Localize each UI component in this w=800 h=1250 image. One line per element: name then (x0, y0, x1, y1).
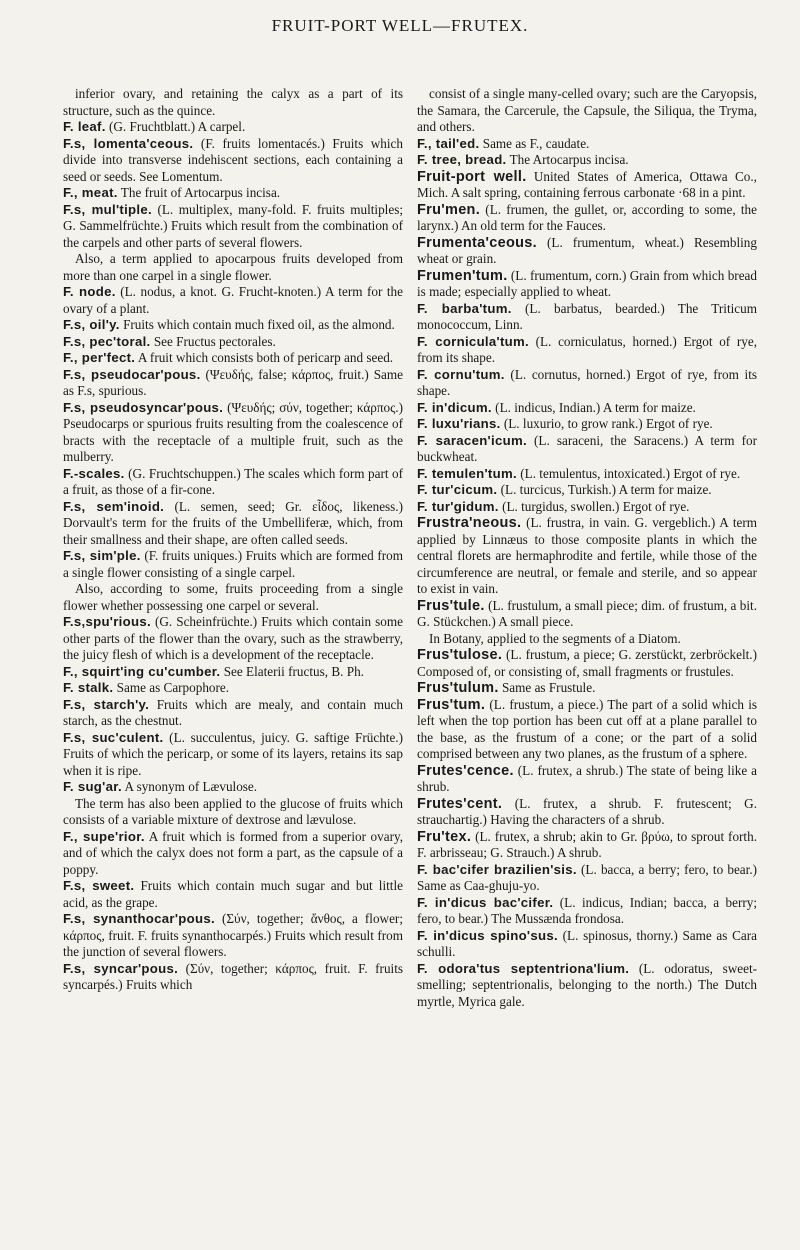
entry-definition: Fruits which are mealy, and contain much starch, as the chestnut. (63, 696, 403, 728)
entry-definition: (L. turgidus, swollen.) Ergot of rye. (498, 498, 690, 514)
dictionary-entry (63, 284, 403, 317)
dictionary-entry (63, 185, 403, 202)
dictionary-entry (417, 202, 757, 235)
dictionary-entry (417, 499, 757, 516)
continuation-paragraph: inferior ovary, and retaining the calyx as a part of its structure, such as the quince. (63, 86, 403, 118)
entry-definition: (L. frustum, a piece; G. zerstückt, zerbröckelt.) Composed of, or consisting of, small fragments or frustules. (417, 647, 757, 679)
entry-headword: F., meat. (63, 185, 118, 200)
dictionary-entry (63, 680, 403, 697)
entry-definition: (L. saraceni, the Saracens.) A term for buckwheat. (417, 432, 757, 464)
dictionary-entry (417, 515, 757, 598)
entry-definition: Same as Frustule. (498, 680, 596, 695)
entry-definition: (L. spinosus, thorny.) Same as Cara schulli. (417, 927, 757, 959)
dictionary-entry (417, 928, 757, 961)
dictionary-entry (63, 730, 403, 780)
entry-headword: F.s, starch'y. (63, 696, 150, 712)
entry-headword: Fruit-port well. (417, 168, 527, 185)
dictionary-entry (417, 152, 757, 169)
entry-definition: Same as Carpophore. (113, 680, 230, 695)
dictionary-entry (63, 119, 403, 136)
dictionary-entry (63, 911, 403, 961)
dictionary-entry (417, 416, 757, 433)
entry-headword: Frutes'cence. (417, 762, 514, 779)
entry-definition: (L. indicus, Indian.) A term for maize. (491, 399, 696, 415)
dictionary-entry (63, 317, 403, 334)
dictionary-entry (63, 466, 403, 499)
dictionary-entry (417, 895, 757, 928)
entry-headword: F.-scales. (63, 465, 125, 481)
entry-headword: F. odora'tus septentriona'lium. (417, 960, 630, 976)
entry-headword: F.s, pec'toral. (63, 333, 151, 349)
entry-headword: F.s, sim'ple. (63, 548, 141, 563)
dictionary-entry (417, 235, 757, 268)
dictionary-entry (63, 697, 403, 730)
entry-headword: Frutes'cent. (417, 795, 503, 812)
entry-definition: (L. frumentum, wheat.) Resembling wheat or grain. (417, 234, 757, 266)
entry-headword: Frustra'neous. (417, 515, 522, 531)
dictionary-entry (63, 878, 403, 911)
entry-headword: F.s, pseudosyncar'pous. (63, 399, 224, 415)
entry-headword: F.s, pseudocar'pous. (63, 366, 201, 382)
entry-definition: (Ψευδής; σύν, together; κάρπος.) Pseudocarps or spurious fruits resulting from the coalescence of bracts with the receptacle of a multiple fruit, such as the mulberry. (63, 399, 403, 464)
dictionary-entry (63, 400, 403, 466)
entry-headword: Frus'tum. (417, 696, 486, 713)
entry-headword: F.s, synanthocar'pous. (63, 911, 215, 926)
entry-definition: Fruits which contain much fixed oil, as the almond. (119, 317, 395, 332)
entry-headword: F. barba'tum. (417, 300, 512, 316)
entry-definition: (L. succulentus, juicy. G. saftige Früchte.) Fruits of which the pericarp, or some of its layers, retains its sap when it is ripe. (63, 729, 403, 778)
entry-headword: F.s, suc'culent. (63, 729, 164, 745)
entry-headword: F. cornicula'tum. (417, 333, 529, 349)
entry-definition: A fruit which consists both of pericarp and seed. (135, 350, 394, 365)
entry-definition: Fruits which contain much sugar and but little acid, as the grape. (63, 878, 403, 910)
entry-headword: F. tree, bread. (417, 152, 507, 167)
dictionary-entry (417, 829, 757, 862)
entry-definition: Same as F., caudate. (479, 135, 590, 151)
entry-definition: (L. bacca, a berry; fero, to bear.) Same as Caa-ghuju-yo. (417, 861, 758, 893)
dictionary-entry (63, 779, 403, 796)
entry-headword: F.s, sem'inoid. (63, 498, 165, 514)
dictionary-entry (417, 482, 757, 499)
page-header: FRUIT-PORT WELL—FRUTEX. (271, 16, 529, 35)
dictionary-entry (417, 680, 757, 697)
dictionary-entry (63, 202, 403, 252)
entry-definition: (Σύν, together; ἄνθος, a flower; κάρπος, fruit. F. fruits synanthocarpés.) Fruits which result from the junction of several flowers. (63, 911, 403, 959)
entry-headword: F. in'dicum. (417, 399, 492, 415)
entry-headword: Frus'tule. (417, 597, 485, 614)
entry-headword: Fru'men. (417, 201, 481, 218)
entry-headword: Frus'tulum. (417, 680, 499, 696)
entry-headword: F.s, syncar'pous. (63, 960, 179, 976)
dictionary-entry (63, 334, 403, 351)
dictionary-entry (63, 664, 403, 681)
entry-headword: F., per'fect. (63, 350, 136, 365)
continuation-paragraph: consist of a single many-celled ovary; such are the Caryopsis, the Samara, the Carcerule, the Capsule, the Siliqua, the Tryma, and others. (417, 86, 757, 134)
entry-headword: F. tur'cicum. (417, 482, 498, 497)
dictionary-entry (417, 136, 757, 153)
dictionary-entry (417, 763, 757, 796)
entry-definition: (F. fruits uniques.) Fruits which are formed from a single flower consisting of a single carpel. (63, 548, 403, 580)
entry-definition: (L. frumen, the gullet, or, according to some, the larynx.) An old term for the Fauces. (417, 201, 757, 233)
entry-definition: (L. turcicus, Turkish.) A term for maize. (497, 482, 712, 497)
entry-definition: (L. frustra, in vain. G. vergeblich.) A term applied by Linnæus to those composite plants in which the central florets are hermaphrodite and fertile, while those of the circumference are neutral, or female and sterile, and so appear to exist in vain. (417, 515, 757, 596)
dictionary-entry (63, 367, 403, 400)
entry-definition: (L. frutex, a shrub. F. frutescent; G. strauchartig.) Having the characters of a shrub. (417, 795, 757, 827)
entry-definition: The fruit of Artocarpus incisa. (117, 185, 281, 200)
dictionary-entry (63, 548, 403, 581)
dictionary-entry (63, 961, 403, 994)
dictionary-entry (63, 499, 403, 549)
entry-definition: (L. luxurio, to grow rank.) Ergot of rye. (500, 416, 713, 431)
entry-headword: F.s, sweet. (63, 878, 135, 893)
dictionary-entry (417, 796, 757, 829)
continuation-paragraph: Also, according to some, fruits proceeding from a single flower whether possessing one carpel or several. (63, 581, 403, 613)
entry-definition: (L. nodus, a knot. G. Frucht-knoten.) A term for the ovary of a plant. (63, 284, 403, 316)
entry-definition: (L. corniculatus, horned.) Ergot of rye, from its shape. (417, 333, 757, 365)
entry-headword: F. node. (63, 284, 116, 299)
entry-headword: F.s,spu'rious. (63, 614, 151, 629)
entry-definition: A synonym of Lævulose. (121, 779, 258, 794)
entry-headword: F.s, lomenta'ceous. (63, 135, 194, 151)
dictionary-entry (417, 334, 757, 367)
entry-definition: (L. barbatus, bearded.) The Triticum monococcum, Linn. (417, 300, 757, 332)
entry-definition: See Fructus pectorales. (150, 333, 276, 349)
entry-definition: (G. Fruchtschuppen.) The scales which form part of a fruit, as those of a fir-cone. (63, 465, 403, 497)
entry-definition: (L. multiplex, many-fold. F. fruits multiples; G. Sammelfrüchte.) Fruits which result from the combination of the carpels and other parts of several flowers. (63, 201, 403, 250)
entry-definition: (L. frutex, a shrub; akin to Gr. βρύω, to sprout forth. F. arbrisseau; G. Strauch.) A shrub. (417, 828, 757, 860)
entry-headword: F.s, oil'y. (63, 317, 120, 332)
entry-headword: F. cornu'tum. (417, 366, 505, 382)
entry-definition: (F. fruits lomentacés.) Fruits which divide into transverse indehiscent sections, each containing a seed or seeds. See Lomentum. (63, 135, 403, 184)
entry-definition: (L. cornutus, horned.) Ergot of rye, from its shape. (417, 366, 757, 398)
entry-headword: F., tail'ed. (417, 135, 480, 151)
entry-definition: (L. frustum, a piece.) The part of a solid which is left when the top portion has been cut off at a plane parallel to the base, as the frustum of a cone; or the part of a solid comprised between any two planes, as the frustum of a sphere. (417, 696, 757, 761)
entry-headword: F. luxu'rians. (417, 416, 501, 431)
entry-definition: See Elaterii fructus, B. Ph. (220, 663, 364, 679)
dictionary-entry (417, 961, 757, 1011)
dictionary-entry (417, 367, 757, 400)
right-column (417, 86, 757, 1010)
dictionary-entry (63, 614, 403, 664)
dictionary-entry (417, 268, 757, 301)
entry-definition: (L. frutex, a shrub.) The state of being like a shrub. (417, 762, 757, 794)
entry-headword: F. tur'gidum. (417, 498, 499, 514)
entry-definition: (Ψευδής, false; κάρπος, fruit.) Same as F.s, spurious. (63, 366, 404, 398)
entry-headword: F. temulen'tum. (417, 465, 517, 481)
dictionary-entry (417, 400, 757, 417)
entry-definition: (Σύν, together; κάρπος, fruit. F. fruits syncarpés.) Fruits which (63, 960, 404, 992)
entry-headword: F. stalk. (63, 680, 114, 695)
dictionary-entry (417, 466, 757, 483)
entry-headword: F., supe'rior. (63, 828, 145, 844)
dictionary-entry (63, 136, 403, 186)
entry-definition: (L. frustulum, a small piece; dim. of frustum, a bit. G. Stückchen.) A small piece. (417, 597, 757, 629)
dictionary-entry (417, 647, 757, 680)
dictionary-entry (417, 862, 757, 895)
dictionary-entry (417, 301, 757, 334)
continuation-paragraph: In Botany, applied to the segments of a Diatom. (429, 630, 681, 646)
entry-definition: (L. temulentus, intoxicated.) Ergot of rye. (516, 465, 741, 481)
entry-definition: (G. Scheinfrüchte.) Fruits which contain some other parts of the flower than the ovary, such as the strawberry, the juicy flesh of which is a development of the receptacle. (63, 614, 403, 662)
entry-definition: A fruit which is formed from a superior ovary, and of which the calyx does not form a part, as the capsule of a poppy. (63, 828, 403, 877)
left-column (63, 86, 403, 994)
entry-headword: F. in'dicus spino'sus. (417, 927, 558, 943)
dictionary-entry (417, 598, 757, 631)
entry-definition: (L. semen, seed; Gr. εἶδος, likeness.) Dorvault's term for the fruits of the Umbelliferæ, which, from their smallness and their shape, are often called seeds. (63, 498, 403, 547)
entry-definition: (G. Fruchtblatt.) A carpel. (105, 119, 246, 134)
entry-definition: (L. indicus, Indian; bacca, a berry; fero, to bear.) The Mussænda frondosa. (417, 894, 757, 926)
entry-headword: F. sug'ar. (63, 779, 122, 794)
entry-definition: The Artocarpus incisa. (506, 152, 629, 167)
entry-headword: F. saracen'icum. (417, 432, 527, 448)
entry-headword: F., squirt'ing cu'cumber. (63, 663, 221, 679)
dictionary-entry (417, 697, 757, 763)
entry-definition: (L. odoratus, sweet-smelling; septentrionalis, belonging to the north.) The Dutch myrtle, Myrica gale. (417, 960, 758, 1009)
entry-definition: (L. frumentum, corn.) Grain from which bread is made; especially applied to wheat. (417, 267, 757, 299)
entry-headword: Frumen'tum. (417, 267, 508, 284)
continuation-paragraph: Also, a term applied to apocarpous fruits developed from more than one carpel in a single flower. (63, 251, 403, 283)
dictionary-entry (417, 433, 757, 466)
entry-headword: Frus'tulose. (417, 647, 503, 663)
dictionary-entry (63, 350, 403, 367)
entry-headword: F. in'dicus bac'cifer. (417, 894, 554, 910)
entry-headword: F.s, mul'tiple. (63, 201, 152, 217)
entry-headword: Frumenta'ceous. (417, 234, 537, 251)
dictionary-entry (417, 169, 757, 202)
entry-definition: United States of America, Ottawa Co., Mich. A salt spring, containing ferrous carbonate ·68 in a pint. (417, 168, 757, 200)
continuation-paragraph: The term has also been applied to the glucose of fruits which consists of a variable mixture of dextrose and lævulose. (63, 795, 403, 827)
entry-headword: F. bac'cifer brazilien'sis. (417, 861, 577, 877)
entry-headword: F. leaf. (63, 119, 106, 134)
dictionary-entry (63, 829, 403, 879)
entry-headword: Fru'tex. (417, 828, 472, 845)
